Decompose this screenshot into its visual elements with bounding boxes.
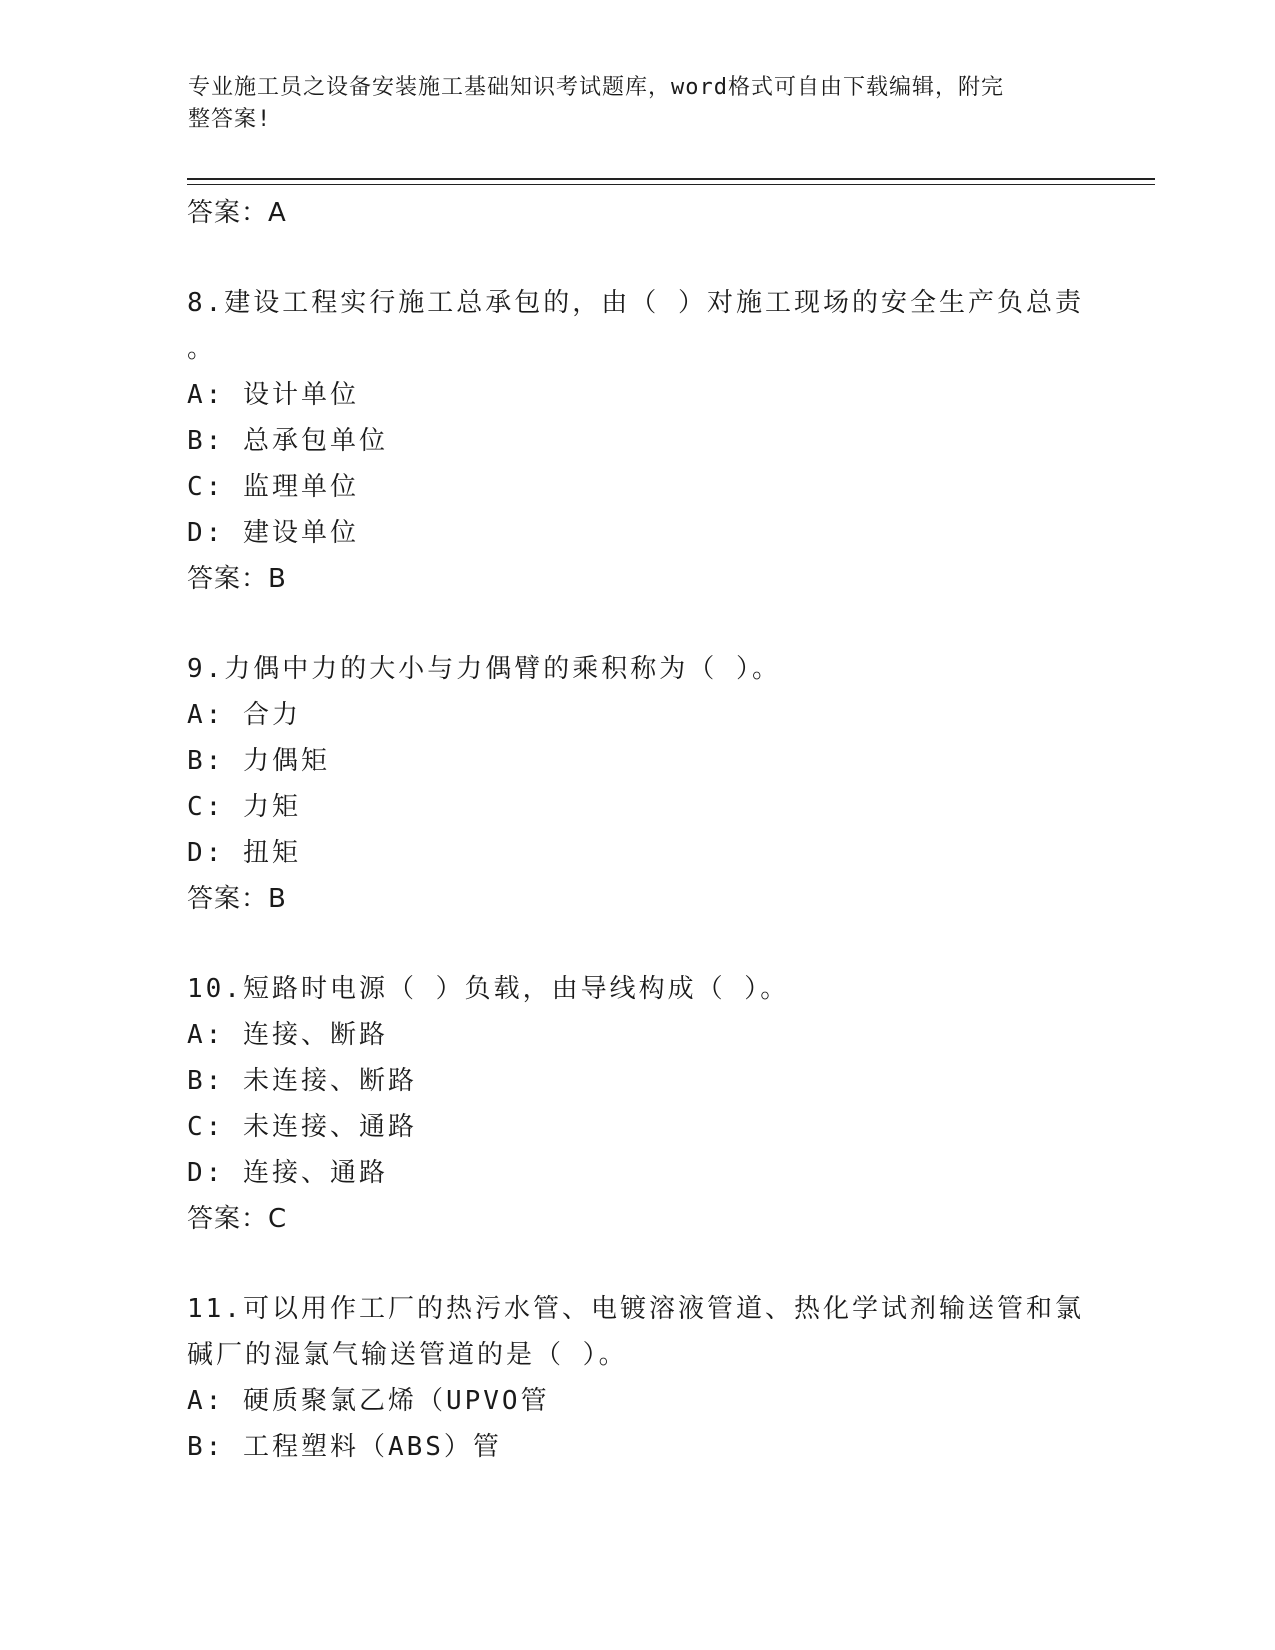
question-text: 10.短路时电源（ ）负载，由导线构成（ ）。: [187, 974, 790, 1004]
option-c: C: 监理单位: [187, 472, 359, 502]
header-line-1: 专业施工员之设备安装施工基础知识考试题库，word格式可自由下载编辑，附完: [188, 75, 1004, 100]
question-list: [187, 190, 1087, 1470]
header-divider-thick: [187, 178, 1155, 180]
question-text-continued: 。: [187, 334, 217, 364]
option-d: D: 扭矩: [187, 838, 301, 868]
question-text-continued: 碱厂的湿氯气输送管道的是（ ）。: [187, 1340, 628, 1370]
question-8: [187, 280, 1087, 602]
answer: 答案：C: [187, 1204, 288, 1234]
option-b: B: 未连接、断路: [187, 1066, 417, 1096]
question-9: [187, 646, 1087, 922]
answer: 答案：B: [187, 884, 287, 914]
previous-answer: 答案：A: [187, 198, 287, 228]
question-text: 9.力偶中力的大小与力偶臂的乘积称为（ ）。: [187, 654, 781, 684]
header-divider-thin: [187, 184, 1155, 185]
question-text: 11.可以用作工厂的热污水管、电镀溶液管道、热化学试剂输送管和氯: [187, 1294, 1084, 1324]
option-b: B: 总承包单位: [187, 426, 388, 456]
option-b: B: 工程塑料（ABS）管: [187, 1432, 502, 1462]
option-c: C: 力矩: [187, 792, 301, 822]
option-a: A: 连接、断路: [187, 1020, 388, 1050]
option-a: A: 合力: [187, 700, 301, 730]
option-d: D: 建设单位: [187, 518, 359, 548]
question-10: [187, 966, 1087, 1242]
option-a: A: 设计单位: [187, 380, 359, 410]
header-line-2: 整答案!: [188, 107, 272, 132]
document-header: [188, 72, 1068, 136]
option-a: A: 硬质聚氯乙烯（UPVO管: [187, 1386, 550, 1416]
answer: 答案：B: [187, 564, 287, 594]
option-d: D: 连接、通路: [187, 1158, 388, 1188]
option-b: B: 力偶矩: [187, 746, 330, 776]
question-text: 8.建设工程实行施工总承包的，由（ ）对施工现场的安全生产负总责: [187, 288, 1084, 318]
option-c: C: 未连接、通路: [187, 1112, 417, 1142]
question-11: [187, 1286, 1087, 1470]
